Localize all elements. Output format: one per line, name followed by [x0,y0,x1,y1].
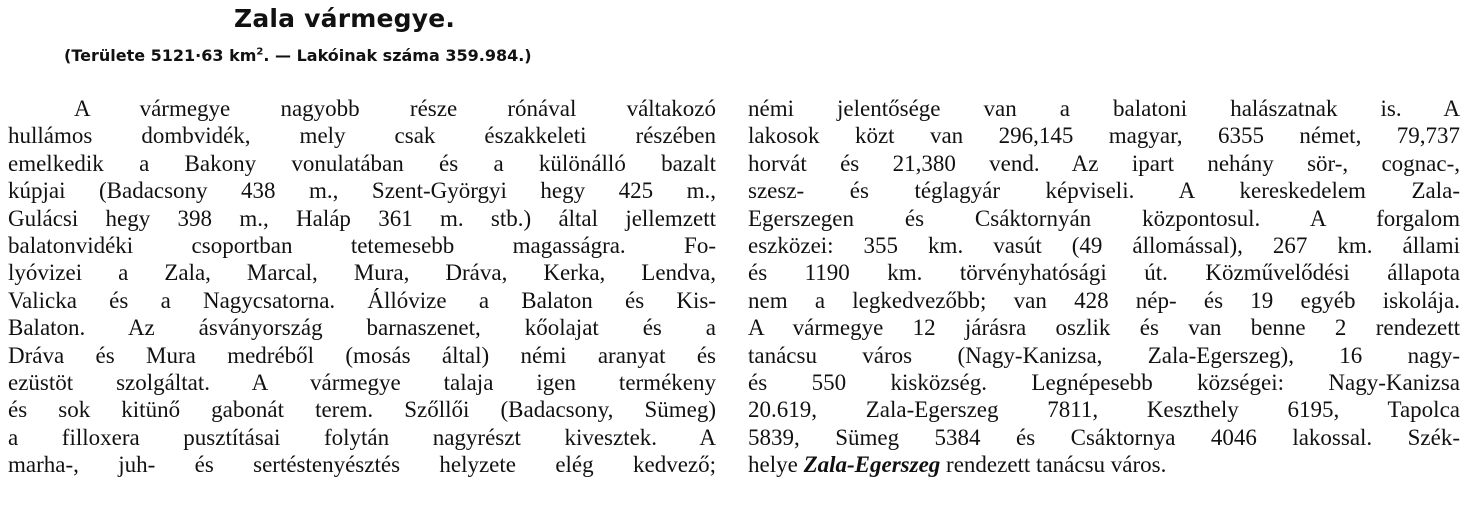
seat-prefix: helye [748,452,804,478]
seat-suffix: rendezett tanácsu város. [940,452,1167,478]
text-line: és 1190 km. törvényhatósági út. Közművelődési állapota [748,260,1460,286]
text-line: lakosok közt van 296,145 magyar, 6355 német, 79,737 [748,123,1460,149]
subtitle-superscript: 2 [256,46,264,58]
text-line: ezüstöt szolgáltat. A vármegye talaja igen termékeny [8,369,716,395]
text-line: némi jelentősége van a balatoni halászatnak is. A [748,96,1460,121]
text-line: Gulácsi hegy 398 m., Haláp 361 m. stb.) által jellemzett [8,205,716,231]
text-column-right [748,95,1460,478]
text-line: szesz- és téglagyár képviseli. A kereskedelem Zala- [748,178,1460,204]
subtitle-population: . — Lakóinak száma 359.984.) [263,46,532,65]
text-line: A vármegye nagyobb része rónával váltakozó [74,96,716,121]
text-line: nem a legkedvezőbb; van 428 nép- és 19 egyéb iskolája. [748,287,1460,313]
text-line: lyóvizei a Zala, Marcal, Mura, Dráva, Kerka, Lendva, [8,260,716,286]
text-line: a filloxera pusztításai folytán nagyrészt kivesztek. A [8,424,716,450]
text-line: 20.619, Zala-Egerszeg 7811, Keszthely 6195, Tapolca [748,397,1460,423]
text-line: tanácsu város (Nagy-Kanizsa, Zala-Egerszeg), 16 nagy- [748,342,1460,368]
text-line: Balaton. Az ásványország barnaszenet, kőolajat és a [8,315,716,341]
text-line: 5839, Sümeg 5384 és Csáktornya 4046 lakossal. Szék- [748,424,1460,450]
page-title: Zala vármegye. [234,4,456,33]
text-column-left [8,95,716,478]
text-line: balatonvidéki csoportban tetemesebb magasságra. Fo- [8,232,716,258]
text-line: hullámos dombvidék, mely csak északkeleti részében [8,123,716,149]
text-line: kúpjai (Badacsony 438 m., Szent-Györgyi hegy 425 m., [8,178,716,204]
page-subtitle [64,46,532,65]
text-line-last [748,451,1460,478]
text-line: Dráva és Mura medréből (mosás által) némi aranyat és [8,342,716,368]
county-seat-name: Zala-Egerszeg [803,452,941,478]
subtitle-area: (Területe 5121·63 km [64,46,257,65]
text-line: Egerszegen és Csáktornyán központosul. A forgalom [748,205,1460,231]
text-line: A vármegye 12 járásra oszlik és van benne 2 rendezett [748,315,1460,341]
text-line: horvát és 21,380 vend. Az ipart nehány sör-, cognac-, [748,150,1460,176]
text-line: eszközei: 355 km. vasút (49 állomással), 267 km. állami [748,232,1460,258]
text-line: marha-, juh- és sertéstenyésztés helyzete elég kedvező; [8,452,716,478]
text-line: emelkedik a Bakony vonulatában és a különálló bazalt [8,150,716,176]
text-line: és 550 kisközség. Legnépesebb községei: Nagy-Kanizsa [748,369,1460,395]
text-line: Valicka és a Nagycsatorna. Állóvize a Balaton és Kis- [8,287,716,313]
text-line: és sok kitünő gabonát terem. Szőllői (Badacsony, Sümeg) [8,397,716,423]
